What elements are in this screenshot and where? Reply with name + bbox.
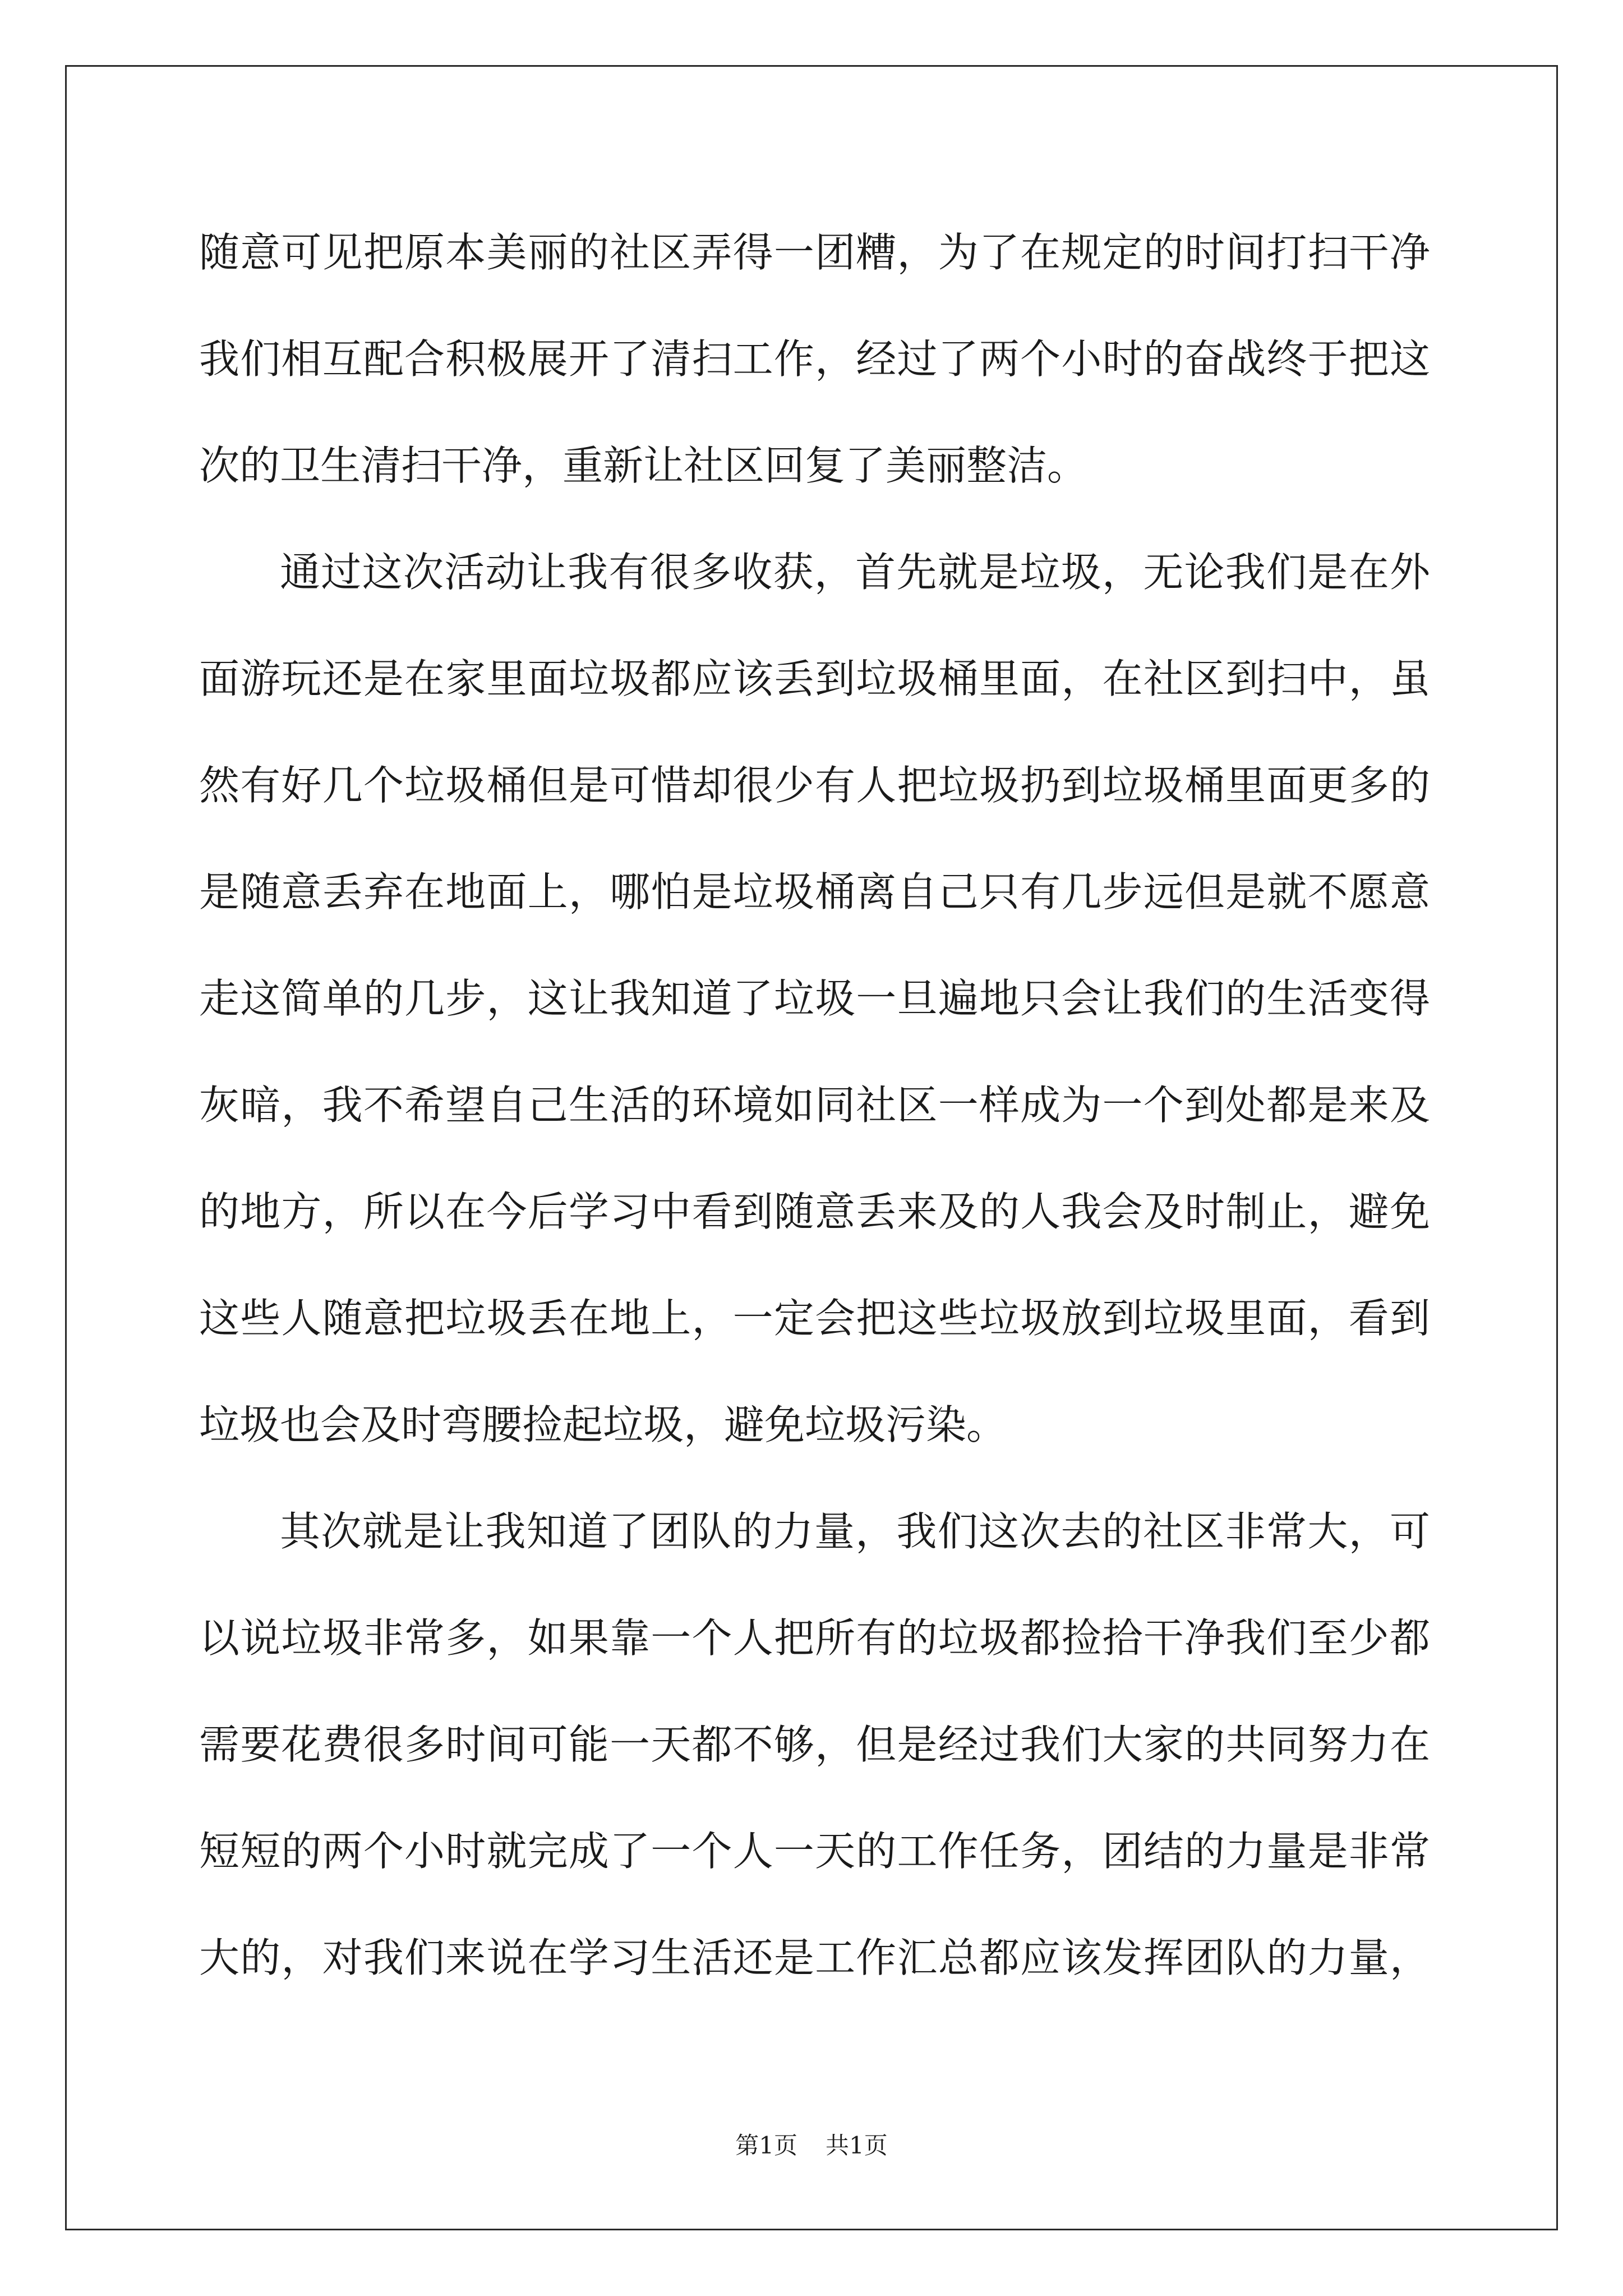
text-line: 短短的两个小时就完成了一个人一天的工作任务，团结的力量是非常 <box>199 1828 1430 1875</box>
text-line: 随意可见把原本美丽的社区弄得一团糟，为了在规定的时间打扫干净 <box>199 229 1430 276</box>
text-line: 次的卫生清扫干净，重新让社区回复了美丽整洁。 <box>199 442 1088 489</box>
paragraph-first-line: 通过这次活动让我有很多收获，首先就是垃圾，无论我们是在外 <box>280 549 1430 596</box>
text-line: 我们相互配合积极展开了清扫工作，经过了两个小时的奋战终于把这 <box>199 335 1430 383</box>
text-line: 是随意丢弃在地面上，哪怕是垃圾桶离自己只有几步远但是就不愿意 <box>199 868 1430 915</box>
text-line: 走这简单的几步，这让我知道了垃圾一旦遍地只会让我们的生活变得 <box>199 975 1430 1022</box>
page-total: 共1页 <box>826 2132 888 2159</box>
text-line: 大的，对我们来说在学习生活还是工作汇总都应该发挥团队的力量， <box>199 1934 1430 1981</box>
text-line: 需要花费很多时间可能一天都不够，但是经过我们大家的共同努力在 <box>199 1721 1430 1768</box>
page-footer <box>0 2129 1623 2162</box>
text-line: 面游玩还是在家里面垃圾都应该丢到垃圾桶里面，在社区到扫中，虽 <box>199 655 1430 702</box>
text-line: 然有好几个垃圾桶但是可惜却很少有人把垃圾扔到垃圾桶里面更多的 <box>199 762 1430 809</box>
text-line: 的地方，所以在今后学习中看到随意丢来及的人我会及时制止，避免 <box>199 1188 1430 1235</box>
text-line: 这些人随意把垃圾丢在地上，一定会把这些垃圾放到垃圾里面，看到 <box>199 1295 1430 1342</box>
page-number: 第1页 <box>735 2132 797 2159</box>
text-line: 以说垃圾非常多，如果靠一个人把所有的垃圾都捡拾干净我们至少都 <box>199 1614 1430 1662</box>
text-line: 灰暗，我不希望自己生活的环境如同社区一样成为一个到处都是来及 <box>199 1082 1430 1129</box>
paragraph-first-line: 其次就是让我知道了团队的力量，我们这次去的社区非常大，可 <box>280 1508 1430 1555</box>
document-body <box>199 219 1430 2031</box>
text-line: 垃圾也会及时弯腰捡起垃圾，避免垃圾污染。 <box>199 1401 1007 1448</box>
